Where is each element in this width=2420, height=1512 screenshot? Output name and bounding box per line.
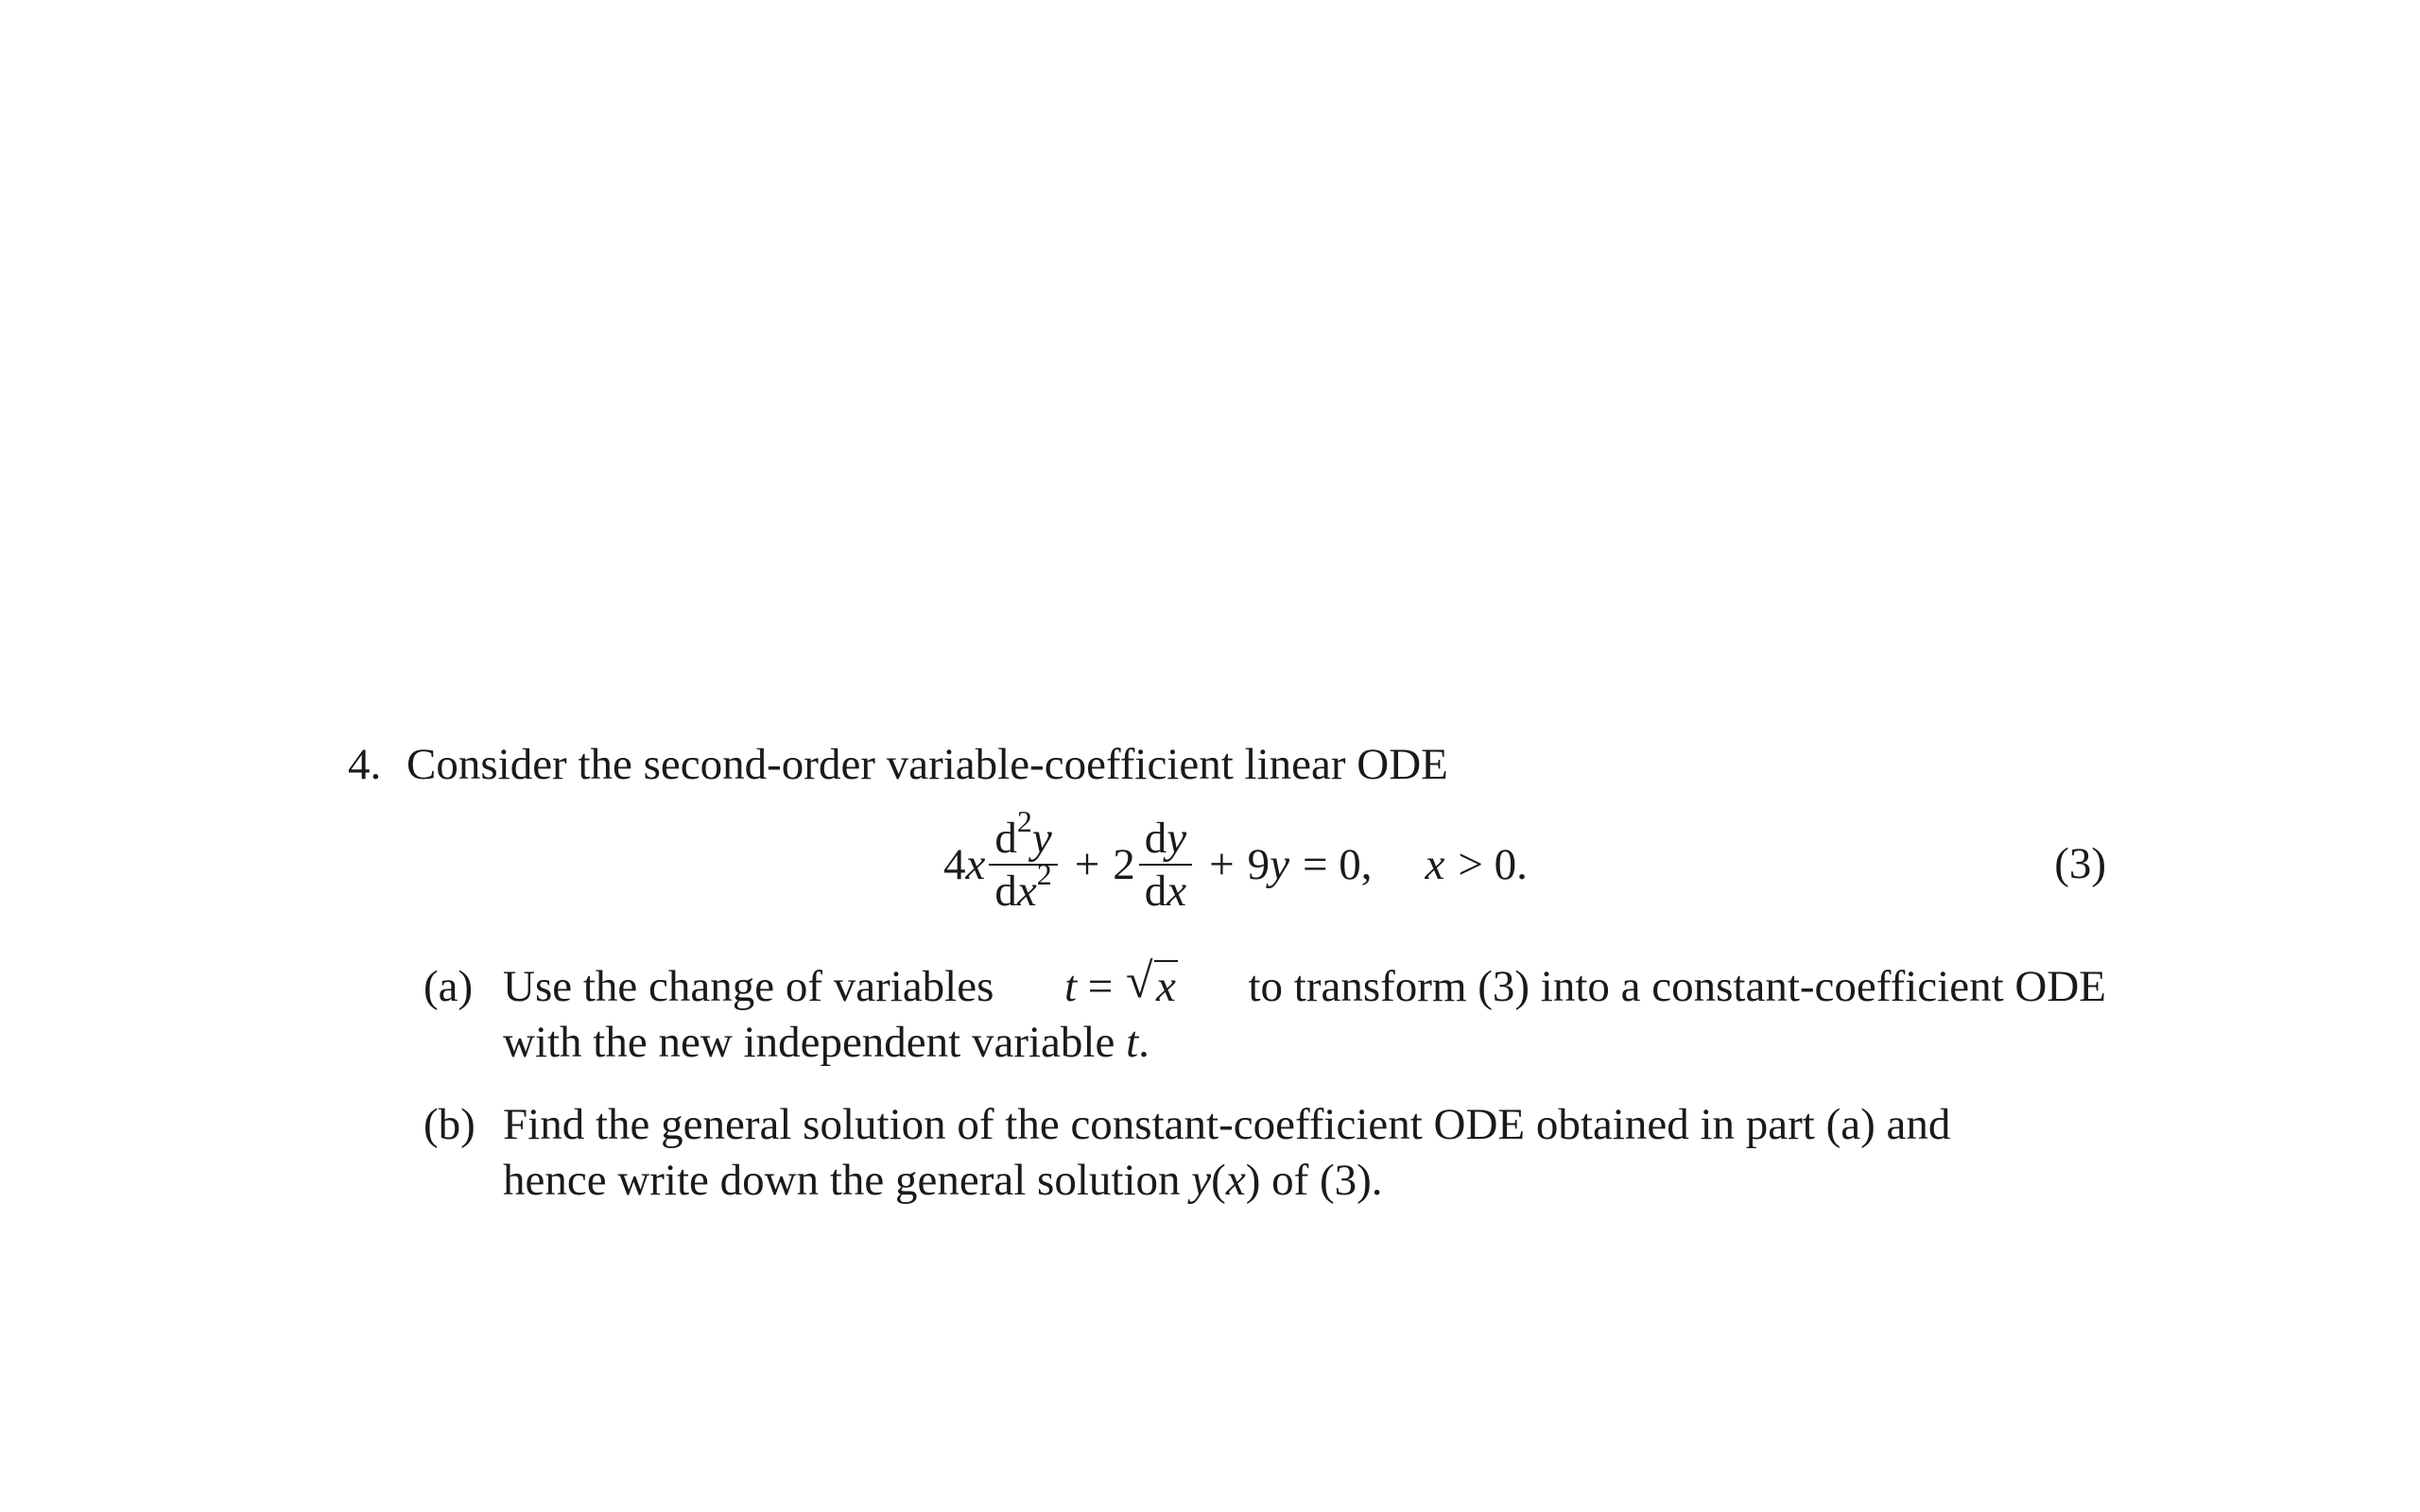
part-a <box>424 954 2106 1071</box>
plus-sign: + <box>1074 839 1100 889</box>
fraction-numerator: $d^2y$ <box>994 804 1052 863</box>
part-b-line-1: Find the general solution of the constant-coefficient ODE obtained in part (a) and <box>503 1100 1951 1149</box>
part-a-line-2: with the new independent variable t. <box>503 1018 1150 1067</box>
part-b-line-2: hence write down the general solution y(x) of (3). <box>503 1156 1383 1205</box>
fraction-numerator: dy <box>1144 814 1187 863</box>
equation-row <box>348 804 2106 921</box>
question-header <box>348 737 2106 793</box>
equals-zero: = 0, <box>1303 839 1373 889</box>
part-b-label: (b) <box>424 1100 475 1149</box>
second-derivative-fraction <box>989 804 1057 916</box>
ode-equation <box>943 804 1528 921</box>
var-y: y <box>1270 839 1290 889</box>
part-a-body <box>503 954 2106 1071</box>
condition-var: x <box>1425 839 1445 889</box>
part-a-label: (a) <box>424 962 474 1011</box>
part-b-body <box>503 1097 2106 1209</box>
part-a-line-1: Use the change of variables t = √ x to transform (3) into a constant-coefficient ODE <box>503 959 2106 1015</box>
part-b <box>424 1097 2106 1209</box>
var-x: x <box>965 839 986 889</box>
question-number: 4. <box>348 740 382 789</box>
fraction-denominator: dx <box>1139 864 1192 916</box>
question-parts <box>424 954 2106 1209</box>
equation-number: (3) <box>2054 839 2106 888</box>
fraction-denominator: $dx^2$ <box>989 864 1057 916</box>
coef-9: 9 <box>1247 839 1270 889</box>
question-4 <box>348 737 2106 1235</box>
coef-2: 2 <box>1113 839 1135 889</box>
plus-sign: + <box>1209 839 1235 889</box>
first-derivative-fraction <box>1139 814 1192 916</box>
question-intro: Consider the second-order variable-coefficient linear ODE <box>406 740 1448 789</box>
sqrt-x: √ x <box>1126 954 1176 1011</box>
condition-rest: > 0. <box>1458 839 1528 889</box>
coef-4: 4 <box>943 839 966 889</box>
